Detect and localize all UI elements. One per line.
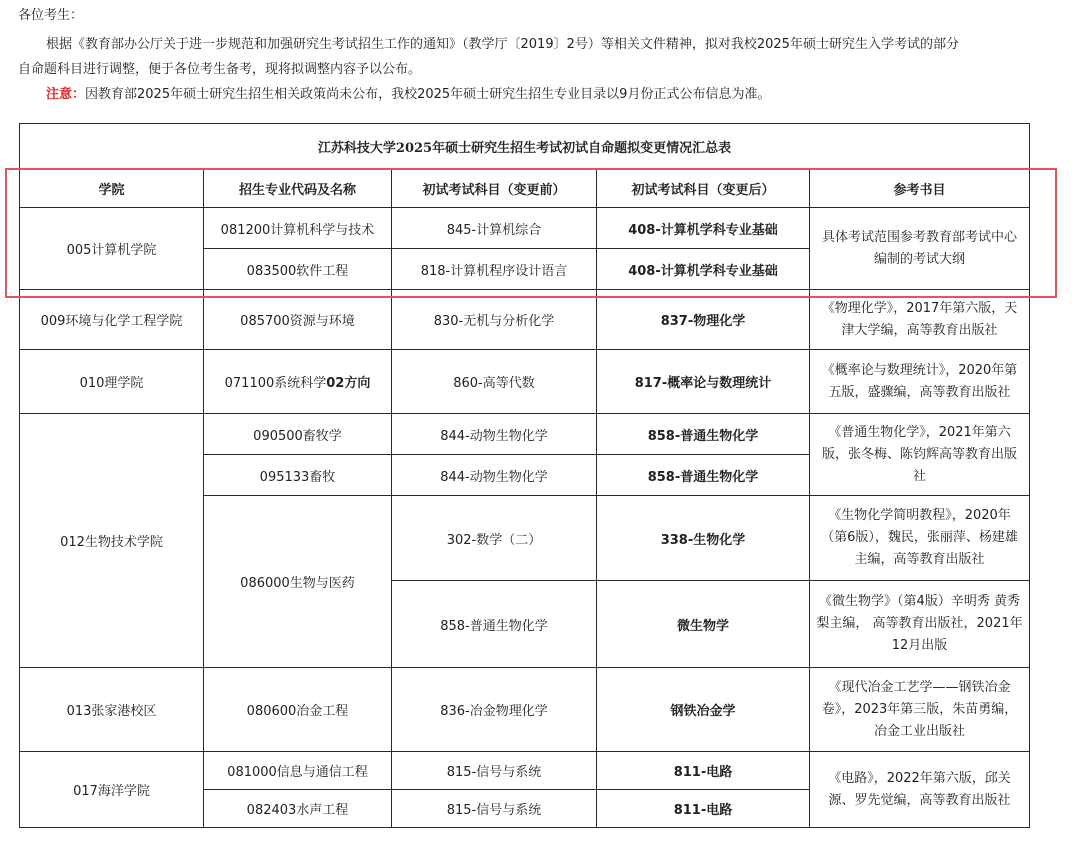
cell-before: 845-计算机综合	[392, 208, 597, 249]
cell-college: 012生物技术学院	[20, 414, 204, 668]
cell-before: 836-冶金物理化学	[392, 668, 597, 752]
major-name: 071100系统科学	[224, 376, 327, 391]
table-row	[20, 350, 1030, 414]
header-after: 初试考试科目（变更后）	[597, 169, 810, 208]
table-row	[20, 414, 1030, 455]
cell-reference: 《概率论与数理统计》，2020年第五版，盛骤编，高等教育出版社	[810, 350, 1030, 414]
cell-reference: 《微生物学》（第4版）辛明秀 黄秀梨主编， 高等教育出版社，2021年12月出版	[810, 581, 1030, 668]
cell-college: 010理学院	[20, 350, 204, 414]
cell-major: 080600冶金工程	[204, 668, 392, 752]
cell-before: 844-动物生物化学	[392, 455, 597, 496]
cell-major: 083500软件工程	[204, 249, 392, 290]
cell-major: 085700资源与环境	[204, 290, 392, 350]
note-text: 因教育部2025年硕士研究生招生相关政策尚未公布，我校2025年硕士研究生招生专业目录以9月份正式公布信息为准。	[85, 87, 771, 102]
cell-after: 微生物学	[597, 581, 810, 668]
cell-major: 081000信息与通信工程	[204, 752, 392, 790]
cell-after: 837-物理化学	[597, 290, 810, 350]
cell-before: 815-信号与系统	[392, 790, 597, 828]
greeting: 各位考生：	[18, 8, 84, 23]
table-row	[20, 668, 1030, 752]
table-row	[20, 752, 1030, 790]
table-row	[20, 290, 1030, 350]
cell-college: 013张家港校区	[20, 668, 204, 752]
cell-before: 818-计算机程序设计语言	[392, 249, 597, 290]
cell-after: 858-普通生物化学	[597, 455, 810, 496]
cell-reference: 具体考试范围参考教育部考试中心编制的考试大纲	[810, 208, 1030, 290]
summary-table	[19, 123, 1030, 828]
header-reference: 参考书目	[810, 169, 1030, 208]
cell-after: 408-计算机学科专业基础	[597, 249, 810, 290]
cell-college: 017海洋学院	[20, 752, 204, 828]
cell-after: 408-计算机学科专业基础	[597, 208, 810, 249]
table-header-row	[20, 169, 1030, 208]
cell-reference: 《普通生物化学》，2021年第六版，张冬梅、陈钧辉高等教育出版社	[810, 414, 1030, 496]
note-line	[46, 83, 770, 102]
cell-major: 086000生物与医药	[204, 496, 392, 668]
cell-after: 811-电路	[597, 790, 810, 828]
cell-major: 082403水声工程	[204, 790, 392, 828]
cell-major: 095133畜牧	[204, 455, 392, 496]
cell-before: 860-高等代数	[392, 350, 597, 414]
cell-before: 844-动物生物化学	[392, 414, 597, 455]
cell-college: 009环境与化学工程学院	[20, 290, 204, 350]
cell-before: 815-信号与系统	[392, 752, 597, 790]
cell-reference: 《生物化学简明教程》，2020年（第6版），魏民，张丽萍、杨建雄主编，高等教育出版社	[810, 496, 1030, 581]
cell-reference: 《物理化学》，2017年第六版，天津大学编，高等教育出版社	[810, 290, 1030, 350]
cell-after: 钢铁冶金学	[597, 668, 810, 752]
cell-major: 090500畜牧学	[204, 414, 392, 455]
cell-major	[204, 350, 392, 414]
header-before: 初试考试科目（变更前）	[392, 169, 597, 208]
cell-major: 081200计算机科学与技术	[204, 208, 392, 249]
cell-after: 811-电路	[597, 752, 810, 790]
header-major: 招生专业代码及名称	[204, 169, 392, 208]
cell-college: 005计算机学院	[20, 208, 204, 290]
intro-paragraph-line2: 自命题科目进行调整，便于各位考生备考，现将拟调整内容予以公布。	[18, 62, 422, 77]
cell-before: 830-无机与分析化学	[392, 290, 597, 350]
cell-before: 302-数学（二）	[392, 496, 597, 581]
table-row	[20, 208, 1030, 249]
intro-paragraph-line1: 根据《教育部办公厅关于进一步规范和加强研究生考试招生工作的通知》（教学厅〔2019〕2号）等相关文件精神，拟对我校2025年硕士研究生入学考试的部分	[46, 37, 959, 52]
table-title: 江苏科技大学2025年硕士研究生招生考试初试自命题拟变更情况汇总表	[20, 124, 1030, 169]
cell-before: 858-普通生物化学	[392, 581, 597, 668]
cell-after: 858-普通生物化学	[597, 414, 810, 455]
major-direction: 02方向	[326, 376, 371, 391]
header-college: 学院	[20, 169, 204, 208]
cell-reference: 《现代冶金工艺学——钢铁冶金卷》，2023年第三版，朱苗勇编，冶金工业出版社	[810, 668, 1030, 752]
cell-after: 817-概率论与数理统计	[597, 350, 810, 414]
cell-reference: 《电路》，2022年第六版，邱关源、罗先觉编，高等教育出版社	[810, 752, 1030, 828]
note-label: 注意：	[46, 87, 86, 102]
cell-after: 338-生物化学	[597, 496, 810, 581]
